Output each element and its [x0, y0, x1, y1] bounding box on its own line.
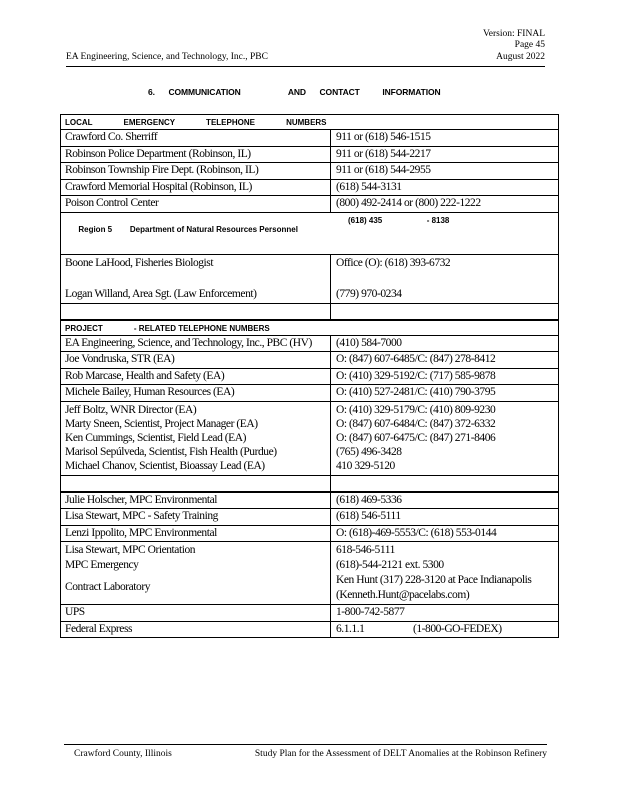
mpc-group-row: [61, 541, 558, 604]
group-phone: (618)-544-2121 ext. 5300: [336, 559, 444, 572]
dnr-phone-1: Office (O): (618) 393-6732: [336, 256, 451, 269]
spacer: [65, 271, 326, 287]
staff-phone: O: (847) 607-6475/C: (847) 271-8406: [336, 431, 496, 444]
contact-phone: O: (847) 607-6485/C: (847) 278-8412: [336, 353, 496, 365]
contact-label: [61, 255, 331, 303]
staff-name: Marty Sneen, Scientist, Project Manager (EA): [65, 417, 258, 430]
contact-label: [61, 542, 331, 604]
staff-phone: 410 329-5120: [336, 460, 395, 473]
contact-phone: 6.1.1.1 (1-800-GO-FEDEX): [336, 622, 502, 635]
table-row: [61, 525, 558, 542]
contact-phone: [331, 542, 558, 604]
footer-right: Study Plan for the Assessment of DELT Anomalies at the Robinson Refinery: [254, 749, 547, 759]
staff-phone: (765) 496-3428: [336, 446, 402, 459]
contact-label: Rob Marcase, Health and Safety (EA): [61, 369, 331, 385]
contact-label: Poison Control Center: [61, 196, 331, 212]
region-row: [61, 212, 558, 254]
table-row: [61, 491, 558, 509]
table-row: [61, 129, 558, 146]
table-row: [61, 384, 558, 401]
contact-label: Robinson Township Fire Dept. (Robinson, IL): [61, 163, 331, 179]
table-row: [61, 604, 558, 621]
contact-label: Crawford Memorial Hospital (Robinson, IL): [61, 180, 331, 196]
table-row: [61, 508, 558, 525]
region-phone: (618) 435 - 8138: [348, 215, 450, 225]
contact-phone: (618) 469-5336: [336, 493, 402, 506]
contact-phone: [331, 402, 558, 475]
dnr-personnel-row: [61, 254, 558, 303]
page-header: [66, 29, 545, 67]
local-section-header: LOCAL EMERGENCY TELEPHONE NUMBERS: [65, 118, 327, 127]
contact-phone: [331, 255, 558, 303]
contact-phone: 1-800-742-5877: [336, 606, 405, 619]
contact-label: EA Engineering, Science, and Technology, Inc., PBC (HV): [61, 336, 331, 352]
header-rule: [66, 52, 545, 67]
empty-cell: [331, 304, 558, 319]
staff-name: Michael Chanov, Scientist, Bioassay Lead (EA): [65, 460, 265, 473]
contact-label: Michele Bailey, Human Resources (EA): [61, 385, 331, 401]
contact-label: Lenzi Ippolito, MPC Environmental: [61, 526, 331, 542]
project-section-header: PROJECT - RELATED TELEPHONE NUMBERS: [61, 319, 558, 335]
empty-cell: [61, 304, 331, 319]
empty-cell: [331, 476, 558, 491]
contact-phone: 911 or (618) 544-2955: [336, 164, 431, 176]
table-row: [61, 621, 558, 638]
footer-left: Crawford County, Illinois: [74, 749, 172, 759]
contact-phone: (618) 544-3131: [336, 180, 402, 193]
contact-phone: 911 or (618) 546-1515: [336, 131, 431, 143]
contact-label: Julie Holscher, MPC Environmental: [61, 493, 331, 509]
empty-row: [61, 303, 558, 319]
dnr-name-2: Logan Willand, Area Sgt. (Law Enforcement): [65, 287, 257, 300]
table-row: [61, 162, 558, 179]
table-row: [61, 351, 558, 368]
empty-cell: [61, 476, 331, 491]
staff-name: Marisol Sepúlveda, Scientist, Fish Health (Purdue): [65, 446, 277, 459]
version-label: Version: FINAL: [482, 29, 545, 39]
contact-phone: O: (410) 329-5192/C: (717) 585-9878: [336, 369, 496, 382]
spacer: [336, 271, 553, 287]
contact-phone: O: (618)-469-5553/C: (618) 553-0144: [336, 526, 497, 539]
group-phone: 618-546-5111: [336, 544, 395, 557]
contact-label: Crawford Co. Sherriff: [61, 130, 331, 146]
project-staff-row: [61, 401, 558, 475]
contact-label: UPS: [61, 605, 331, 621]
region-label: Region 5 Department of Natural Resources Personnel: [78, 224, 298, 234]
page-footer: [64, 744, 547, 759]
contact-label: Federal Express: [61, 622, 331, 638]
page-number: Page 45: [514, 40, 545, 50]
contact-table: [60, 114, 559, 638]
contact-phone: (618) 546-5111: [336, 510, 401, 523]
table-row: [61, 368, 558, 385]
table-row: [61, 179, 558, 196]
group-label: Lisa Stewart, MPC Orientation: [65, 544, 196, 557]
dnr-name-1: Boone LaHood, Fisheries Biologist: [65, 256, 214, 269]
staff-name: Ken Cummings, Scientist, Field Lead (EA): [65, 431, 246, 444]
contact-label: Joe Vondruska, STR (EA): [61, 352, 331, 368]
company-name: EA Engineering, Science, and Technology, Inc., PBC: [66, 52, 268, 62]
dnr-phone-2: (779) 970-0234: [336, 287, 402, 300]
staff-name: Jeff Boltz, WNR Director (EA): [65, 403, 197, 416]
section-title: 6. COMMUNICATION AND CONTACT INFORMATION: [148, 87, 441, 97]
contact-label: [61, 402, 331, 475]
table-row: [61, 146, 558, 163]
contact-phone: (800) 492-2414 or (800) 222-1222: [336, 197, 481, 209]
contact-label: Lisa Stewart, MPC - Safety Training: [61, 509, 331, 525]
empty-row: [61, 475, 558, 491]
group-email: (Kenneth.Hunt@pacelabs.com): [336, 589, 470, 602]
group-label-centered: [65, 573, 326, 603]
table-row: [61, 195, 558, 212]
staff-phone: O: (847) 607-6484/C: (847) 372-6332: [336, 417, 496, 430]
contract-laboratory-label: Contract Laboratory: [65, 581, 151, 594]
staff-phone: O: (410) 329-5179/C: (410) 809-9230: [336, 403, 496, 416]
contact-phone: 911 or (618) 544-2217: [336, 147, 431, 160]
contact-phone: (410) 584-7000: [336, 336, 402, 349]
table-row: [61, 335, 558, 352]
group-label: MPC Emergency: [65, 559, 139, 572]
contact-phone: O: (410) 527-2481/C: (410) 790-3795: [336, 386, 496, 398]
group-phone: Ken Hunt (317) 228-3120 at Pace Indianapolis: [336, 574, 532, 587]
header-date: August 2022: [496, 52, 545, 62]
contact-label: Robinson Police Department (Robinson, IL): [61, 147, 331, 163]
